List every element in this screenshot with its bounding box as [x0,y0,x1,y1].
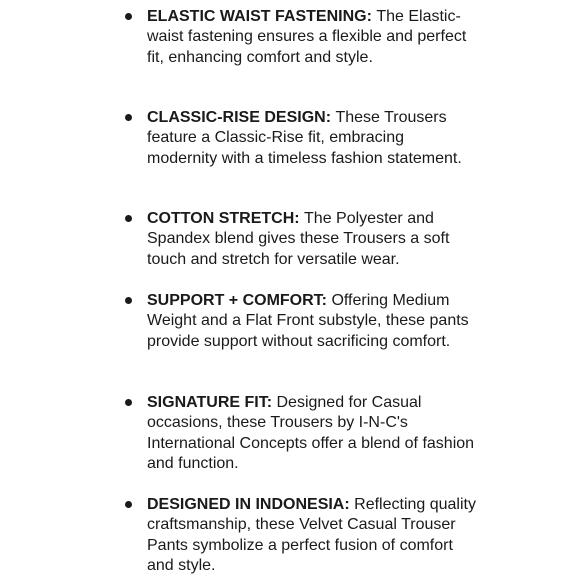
feature-item-signature-fit [147,393,477,475]
feature-title: DESIGNED IN INDONESIA: [147,496,355,513]
feature-text: The Polyester and Spandex blend gives these Trousers a soft touch and stretch for versatile wear. [147,210,450,268]
feature-text: Reflecting quality craftsmanship, these Velvet Casual Trouser Pants symbolize a perfect fusion of comfort and style. [147,496,476,575]
bullet-icon [125,13,132,20]
feature-title: SIGNATURE FIT: [147,394,277,411]
feature-title: SUPPORT + COMFORT: [147,292,332,309]
bullet-icon [125,399,132,406]
feature-text: The Elastic-waist fastening ensures a flexible and perfect fit, enhancing comfort and style. [147,8,467,66]
feature-item-cotton-stretch [147,209,477,270]
bullet-icon [125,501,132,508]
feature-text: These Trousers feature a Classic-Rise fit, embracing modernity with a timeless fashion statement. [147,109,462,167]
bullet-icon [125,114,132,121]
bullet-icon [125,297,132,304]
feature-item-designed-in-indonesia [147,495,477,577]
bullet-icon [125,215,132,222]
feature-text: Designed for Casual occasions, these Trousers by I-N-C's International Concepts offer a blend of fashion and function. [147,394,475,473]
feature-item-classic-rise [147,108,477,169]
feature-title: COTTON STRETCH: [147,210,305,227]
feature-item-elastic-waist [147,7,477,68]
feature-title: ELASTIC WAIST FASTENING: [147,8,377,25]
feature-text: Offering Medium Weight and a Flat Front substyle, these pants provide support without sacrificing comfort. [147,292,469,350]
feature-item-support-comfort [147,291,477,352]
feature-title: CLASSIC-RISE DESIGN: [147,109,336,126]
